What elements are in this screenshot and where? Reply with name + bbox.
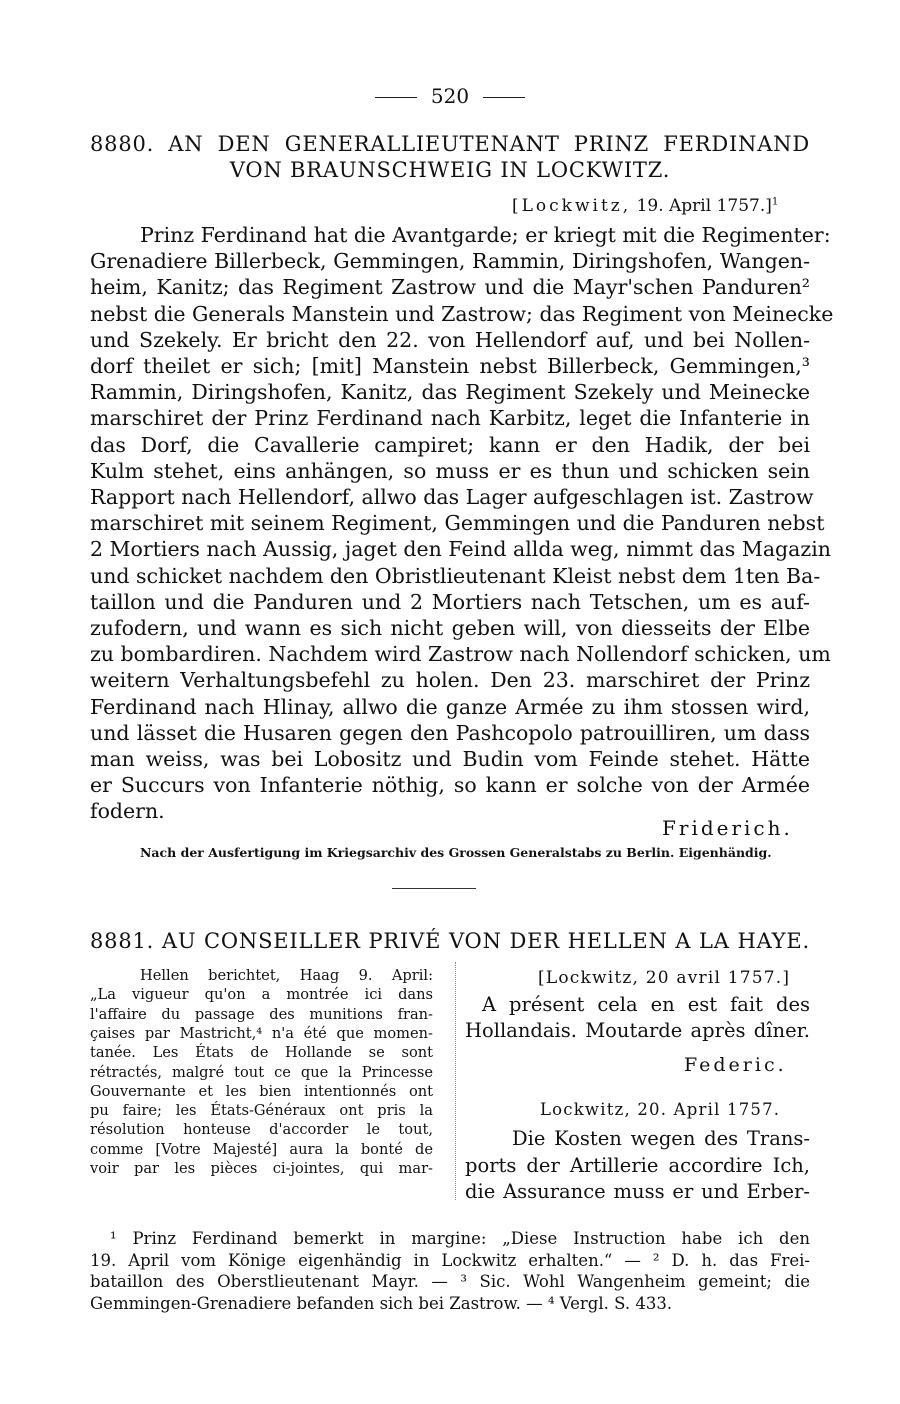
body-line: er Succurs von Infanterie nöthig, so kann er solche von der Armée: [90, 773, 810, 798]
report-line: tanée. Les États de Hollande se sont: [90, 1044, 433, 1062]
report-line: çaises par Mastricht,⁴ n'a été que momen-: [90, 1024, 433, 1042]
body-line: marschiret mit seinem Regiment, Gemmingen und die Panduren nebst: [90, 511, 825, 536]
body-line: zu bombardiren. Nachdem wird Zastrow nach Nollendorf schicken, um: [90, 642, 831, 667]
footnote-line: ¹ Prinz Ferdinand bemerkt in margine: „Diese Instruction habe ich den: [110, 1229, 810, 1248]
second-text-line: Die Kosten wegen des Trans-: [512, 1127, 810, 1150]
body-line: und schicket nachdem den Obristlieutenant Kleist nebst dem 1ten Ba-: [90, 563, 821, 588]
signature: Friderich.: [662, 816, 793, 840]
reply-signature: Federic.: [684, 1054, 787, 1076]
letter-dateline: [512, 196, 778, 216]
reply-text-line1: A présent cela en est fait des: [482, 993, 810, 1016]
body-line: Prinz Ferdinand hat die Avantgarde; er kriegt mit die Regimenter:: [140, 223, 831, 247]
body-line: Rapport nach Hellendorf, allwo das Lager aufgeschlagen ist. Zastrow: [90, 485, 814, 509]
body-line: Grenadiere Billerbeck, Gemmingen, Rammin, Diringshofen, Wangen-: [90, 249, 810, 274]
footnote-line: bataillon des Oberstlieutenant Mayr. — ³ Sic. Wohl Wangenheim gemeint; die: [90, 1272, 810, 1291]
page-number-rule-left: [375, 97, 417, 98]
body-line: 2 Mortiers nach Aussig, jaget den Feind allda weg, nimmt das Magazin: [90, 537, 831, 562]
dateline-footnote-ref: 1: [771, 196, 779, 208]
report-line: rétractés, malgré tout ce que la Princesse: [90, 1063, 433, 1081]
report-line: comme [Votre Majesté] aura la bonté de: [90, 1140, 433, 1158]
footnote-line: Gemmingen-Grenadiere befanden sich bei Zastrow. — ⁴ Vergl. S. 433.: [90, 1293, 673, 1313]
report-line: Gouvernante et les bien intentionnés ont: [90, 1082, 433, 1100]
footnote-line: 19. April vom Könige eigenhändig in Lockwitz erhalten.“ — ² D. h. das Frei-: [90, 1250, 810, 1270]
dateline-place: [Lockwitz,: [512, 196, 632, 216]
report-line: Hellen berichtet, Haag 9. April:: [140, 967, 433, 984]
body-line: weitern Verhaltungsbefehl zu holen. Den 23. marschiret der Prinz: [90, 668, 810, 693]
body-line: zufodern, und wann es sich nicht geben will, von diesseits der Elbe: [90, 616, 810, 640]
report-line: „La vigueur qu'on a montrée ici dans: [90, 986, 433, 1004]
body-line: und lässet die Husaren gegen den Pashcopolo patrouilliren, um dass: [90, 720, 810, 745]
second-text-line: ports der Artillerie accordire Ich,: [465, 1153, 810, 1177]
second-text-line: die Assurance muss er und Erber-: [465, 1180, 810, 1203]
letter2-heading: 8881. AU CONSEILLER PRIVÉ VON DER HELLEN A LA HAYE.: [90, 929, 810, 953]
letter-heading-line2: VON BRAUNSCHWEIG IN LOCKWITZ.: [229, 158, 671, 182]
letter-heading-line1: 8880. AN DEN GENERALLIEUTENANT PRINZ FERDINAND: [90, 132, 810, 156]
body-line: Ferdinand nach Hlinay, allwo die ganze Armée zu ihm stossen wird,: [90, 694, 810, 719]
body-line: und Szekely. Er bricht den 22. von Hellendorf auf, und bei Nollen-: [90, 327, 810, 352]
second-dateline: Lockwitz, 20. April 1757.: [540, 1100, 781, 1119]
body-line: dorf theilet er sich; [mit] Manstein nebst Billerbeck, Gemmingen,³: [90, 354, 810, 378]
report-line: voir par les pièces ci-jointes, qui mar-: [90, 1160, 433, 1177]
page-number: [0, 84, 900, 108]
letter-body-last-line: fodern.: [90, 799, 165, 823]
body-line: das Dorf, die Cavallerie campiret; kann er den Hadik, der bei: [90, 432, 810, 457]
report-line: pu faire; les États-Généraux ont pris la: [90, 1102, 433, 1120]
dateline-date: 19. April 1757.]: [636, 196, 772, 216]
reply-dateline: [Lockwitz, 20 avril 1757.]: [538, 968, 791, 988]
column-separator: [455, 962, 456, 1200]
page-number-text: 520: [430, 84, 470, 108]
body-line: marschiret der Prinz Ferdinand nach Karbitz, leget die Infanterie in: [90, 406, 810, 431]
body-line: taillon und die Panduren und 2 Mortiers nach Tetschen, um es auf-: [90, 589, 810, 614]
body-line: nebst die Generals Manstein und Zastrow; das Regiment von Meinecke: [90, 301, 834, 326]
report-line: résolution honteuse d'accorder le tout,: [90, 1121, 433, 1139]
body-line: Rammin, Diringshofen, Kanitz, das Regiment Szekely und Meinecke: [90, 380, 810, 405]
body-line: Kulm stehet, eins anhängen, so muss er es thun und schicken sein: [90, 458, 810, 483]
section-divider: [392, 888, 476, 889]
report-line: l'affaire du passage des munitions fran-: [90, 1005, 433, 1023]
reply-text-line2: Hollandais. Moutarde après dîner.: [465, 1019, 810, 1042]
body-line: man weiss, was bei Lobositz und Budin vom Feinde stehet. Hätte: [90, 747, 810, 771]
page-number-rule-right: [483, 97, 525, 98]
source-note: Nach der Ausfertigung im Kriegsarchiv des Grossen Generalstabs zu Berlin. Eigenhändig.: [140, 845, 772, 860]
body-line: heim, Kanitz; das Regiment Zastrow und die Mayr'schen Panduren²: [90, 275, 810, 300]
